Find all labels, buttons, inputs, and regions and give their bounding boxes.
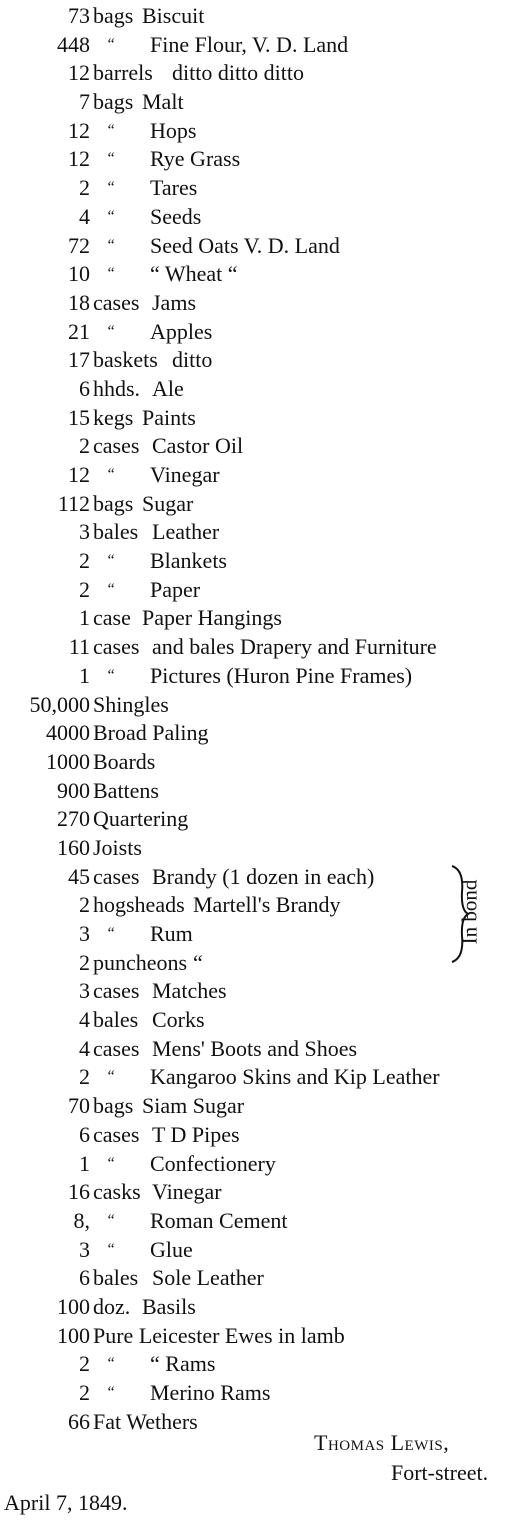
list-item bbox=[0, 346, 513, 375]
item-description: Paints bbox=[142, 404, 196, 430]
list-item bbox=[0, 891, 513, 920]
list-item bbox=[0, 1092, 513, 1121]
item-description: “ Wheat “ bbox=[150, 261, 238, 287]
list-item bbox=[0, 318, 513, 347]
item-unit: “ bbox=[106, 207, 115, 225]
item-quantity: 2 bbox=[79, 175, 90, 201]
list-item bbox=[0, 604, 513, 633]
item-unit: cases bbox=[93, 863, 140, 889]
item-description: and bales Drapery and Furniture bbox=[152, 634, 437, 660]
list-item bbox=[0, 834, 513, 863]
item-description: Kangaroo Skins and Kip Leather bbox=[150, 1064, 440, 1090]
item-quantity: 6 bbox=[79, 375, 90, 401]
item-unit: hogsheads bbox=[93, 892, 185, 918]
list-item bbox=[0, 920, 513, 949]
item-quantity: 7 bbox=[79, 89, 90, 115]
item-description: Pictures (Huron Pine Frames) bbox=[150, 662, 413, 688]
item-description: Vinegar bbox=[150, 462, 220, 487]
item-quantity: 1 bbox=[79, 1150, 90, 1176]
item-unit: cases bbox=[93, 433, 140, 459]
item-unit: kegs bbox=[93, 404, 134, 430]
item-quantity: 50,000 bbox=[29, 691, 90, 717]
item-quantity: 100 bbox=[57, 1293, 90, 1319]
item-quantity: 17 bbox=[68, 347, 90, 373]
list-item bbox=[0, 1006, 513, 1035]
item-unit: “ bbox=[106, 466, 115, 483]
item-description: Fat Wethers bbox=[93, 1408, 198, 1434]
list-item bbox=[0, 691, 513, 720]
item-description: Fine Flour, V. D. Land bbox=[150, 31, 349, 57]
item-quantity: 160 bbox=[57, 834, 90, 860]
item-description: ditto ditto ditto bbox=[172, 60, 305, 86]
list-item bbox=[0, 719, 513, 748]
list-item bbox=[0, 232, 513, 261]
list-item bbox=[0, 59, 513, 88]
item-unit: cases bbox=[93, 978, 140, 1004]
item-quantity: 2 bbox=[79, 1064, 90, 1090]
item-quantity: 73 bbox=[68, 3, 90, 28]
item-unit: barrels bbox=[93, 60, 153, 86]
item-quantity: 2 bbox=[79, 576, 90, 602]
list-item bbox=[0, 203, 513, 232]
item-quantity: 2 bbox=[79, 949, 90, 975]
item-unit: “ bbox=[106, 580, 115, 598]
item-quantity: 112 bbox=[57, 490, 90, 516]
list-item bbox=[0, 31, 513, 60]
item-description: Biscuit bbox=[142, 3, 205, 28]
item-quantity: 11 bbox=[68, 634, 90, 660]
item-unit: hhds. bbox=[93, 375, 141, 401]
item-unit: bales bbox=[93, 519, 139, 545]
item-unit: bags bbox=[93, 89, 134, 115]
item-quantity: 45 bbox=[68, 863, 90, 889]
item-unit: cases bbox=[93, 1035, 140, 1061]
item-description: Confectionery bbox=[150, 1150, 276, 1176]
item-quantity: 100 bbox=[57, 1322, 90, 1348]
list-item bbox=[0, 1236, 513, 1265]
list-item bbox=[0, 805, 513, 834]
item-quantity: 270 bbox=[57, 806, 90, 832]
item-description: Broad Paling bbox=[93, 720, 209, 746]
list-item bbox=[0, 145, 513, 174]
list-item bbox=[0, 576, 513, 605]
item-unit: “ bbox=[106, 35, 115, 53]
item-description: Rum bbox=[150, 921, 193, 946]
item-unit: “ bbox=[106, 1355, 115, 1373]
item-quantity: 3 bbox=[79, 1236, 90, 1262]
notice-date: April 7, 1849. bbox=[4, 1490, 128, 1515]
cargo-list bbox=[0, 2, 513, 1436]
list-item bbox=[0, 518, 513, 547]
item-unit: puncheons bbox=[93, 949, 188, 975]
item-description: Boards bbox=[93, 748, 156, 774]
list-item bbox=[0, 174, 513, 203]
item-description: ditto bbox=[172, 347, 213, 373]
item-unit: “ bbox=[106, 150, 115, 168]
list-item bbox=[0, 777, 513, 806]
item-unit: case bbox=[93, 605, 131, 631]
item-description: Brandy (1 dozen in each) bbox=[152, 863, 375, 889]
list-item bbox=[0, 547, 513, 576]
item-quantity: 6 bbox=[79, 1265, 90, 1291]
item-unit: cases bbox=[93, 634, 140, 660]
item-quantity: 15 bbox=[68, 404, 90, 430]
item-unit: “ bbox=[106, 121, 115, 139]
item-quantity: 2 bbox=[79, 892, 90, 918]
item-description: “ bbox=[193, 949, 203, 975]
item-quantity: 12 bbox=[68, 117, 90, 143]
list-item bbox=[0, 977, 513, 1006]
item-quantity: 4 bbox=[79, 1007, 90, 1033]
item-description: Malt bbox=[142, 89, 184, 115]
item-unit: bags bbox=[93, 490, 134, 516]
item-quantity: 1 bbox=[79, 662, 90, 688]
item-description: Paper bbox=[150, 576, 201, 602]
item-unit: cases bbox=[93, 289, 140, 315]
item-quantity: 72 bbox=[68, 232, 90, 258]
item-description: Sugar bbox=[142, 490, 194, 516]
item-unit: “ bbox=[106, 925, 115, 942]
list-item bbox=[0, 404, 513, 433]
item-description: Martell's Brandy bbox=[193, 892, 341, 918]
item-unit: “ bbox=[106, 179, 115, 197]
item-description: Battens bbox=[93, 777, 159, 803]
item-quantity: 900 bbox=[57, 777, 90, 803]
list-item bbox=[0, 490, 513, 519]
item-description: Jams bbox=[152, 289, 196, 315]
list-item bbox=[0, 1178, 513, 1207]
item-quantity: 1000 bbox=[46, 748, 90, 774]
item-description: Seeds bbox=[150, 203, 202, 229]
item-quantity: 448 bbox=[57, 31, 90, 57]
item-unit: bags bbox=[93, 1093, 134, 1119]
item-quantity: 18 bbox=[68, 289, 90, 315]
in-bond-label: In bond bbox=[457, 879, 482, 945]
item-quantity: 2 bbox=[79, 433, 90, 459]
item-description: Castor Oil bbox=[152, 433, 244, 459]
item-description: Basils bbox=[142, 1293, 196, 1319]
item-description: Mens' Boots and Shoes bbox=[152, 1035, 358, 1061]
list-item bbox=[0, 949, 513, 978]
item-quantity: 3 bbox=[79, 519, 90, 545]
item-unit: “ bbox=[106, 666, 115, 684]
item-description: Rye Grass bbox=[150, 146, 241, 172]
item-quantity: 16 bbox=[68, 1179, 90, 1205]
item-unit: “ bbox=[106, 322, 115, 340]
list-item bbox=[0, 1350, 513, 1379]
item-quantity: 2 bbox=[79, 1380, 90, 1405]
item-unit: “ bbox=[106, 1240, 115, 1258]
list-item bbox=[0, 2, 513, 31]
list-item bbox=[0, 1150, 513, 1179]
item-quantity: 2 bbox=[79, 548, 90, 574]
item-description: Blankets bbox=[150, 548, 227, 574]
list-item bbox=[0, 432, 513, 461]
item-unit: “ bbox=[106, 1068, 115, 1086]
item-quantity: 3 bbox=[79, 978, 90, 1004]
item-quantity: 12 bbox=[68, 462, 90, 487]
item-description: “ Rams bbox=[150, 1351, 216, 1377]
list-item bbox=[0, 260, 513, 289]
item-quantity: 10 bbox=[68, 261, 90, 287]
signature-street: Fort-street. bbox=[391, 1460, 489, 1485]
item-quantity: 21 bbox=[68, 318, 90, 344]
item-description: Merino Rams bbox=[150, 1380, 271, 1405]
list-item bbox=[0, 375, 513, 404]
item-unit: “ bbox=[106, 1384, 115, 1401]
item-description: Tares bbox=[150, 175, 198, 201]
list-item bbox=[0, 1035, 513, 1064]
list-item bbox=[0, 88, 513, 117]
item-quantity: 4 bbox=[79, 1035, 90, 1061]
list-item bbox=[0, 1207, 513, 1236]
item-description: Pure Leicester Ewes in lamb bbox=[93, 1322, 345, 1348]
item-description: Quartering bbox=[93, 806, 189, 832]
item-quantity: 2 bbox=[79, 1351, 90, 1377]
signature-name: Thomas Lewis, bbox=[314, 1430, 450, 1455]
item-quantity: 12 bbox=[68, 60, 90, 86]
item-unit: doz. bbox=[93, 1293, 131, 1319]
item-unit: “ bbox=[106, 1211, 115, 1229]
item-description: Glue bbox=[150, 1236, 193, 1262]
item-quantity: 1 bbox=[79, 605, 90, 631]
item-unit: bags bbox=[93, 3, 134, 28]
item-unit: casks bbox=[93, 1179, 141, 1205]
list-item bbox=[0, 1322, 513, 1351]
item-unit: “ bbox=[106, 236, 115, 254]
list-item bbox=[0, 1293, 513, 1322]
item-description: Roman Cement bbox=[150, 1207, 288, 1233]
list-item bbox=[0, 633, 513, 662]
item-unit: bales bbox=[93, 1265, 139, 1291]
item-quantity: 8, bbox=[73, 1207, 90, 1233]
list-item bbox=[0, 1379, 513, 1408]
list-item bbox=[0, 748, 513, 777]
item-description: Hops bbox=[150, 117, 197, 143]
item-description: Ale bbox=[152, 375, 184, 401]
item-description: Apples bbox=[150, 318, 213, 344]
item-description: Joists bbox=[93, 834, 142, 860]
item-description: Shingles bbox=[93, 691, 169, 717]
item-quantity: 4 bbox=[79, 203, 90, 229]
item-quantity: 6 bbox=[79, 1121, 90, 1147]
list-item bbox=[0, 289, 513, 318]
list-item bbox=[0, 863, 513, 892]
item-description: Corks bbox=[152, 1007, 205, 1033]
item-description: Leather bbox=[152, 519, 220, 545]
item-unit: “ bbox=[106, 265, 115, 283]
item-quantity: 66 bbox=[68, 1408, 90, 1434]
list-item bbox=[0, 461, 513, 490]
item-description: Vinegar bbox=[152, 1179, 222, 1205]
item-unit: baskets bbox=[93, 347, 158, 373]
item-description: Paper Hangings bbox=[142, 605, 282, 631]
item-unit: “ bbox=[106, 1154, 115, 1172]
list-item bbox=[0, 1063, 513, 1092]
item-description: Sole Leather bbox=[152, 1265, 264, 1291]
item-unit: cases bbox=[93, 1121, 140, 1147]
item-description: T D Pipes bbox=[152, 1121, 240, 1147]
item-unit: “ bbox=[106, 552, 115, 570]
item-quantity: 70 bbox=[68, 1093, 90, 1119]
item-description: Seed Oats V. D. Land bbox=[150, 232, 340, 258]
item-quantity: 4000 bbox=[46, 720, 90, 746]
list-item bbox=[0, 662, 513, 691]
item-description: Siam Sugar bbox=[142, 1093, 245, 1119]
list-item bbox=[0, 1121, 513, 1150]
list-item bbox=[0, 117, 513, 146]
item-description: Matches bbox=[152, 978, 227, 1004]
item-quantity: 3 bbox=[79, 921, 90, 946]
item-unit: bales bbox=[93, 1007, 139, 1033]
item-quantity: 12 bbox=[68, 146, 90, 172]
list-item bbox=[0, 1264, 513, 1293]
